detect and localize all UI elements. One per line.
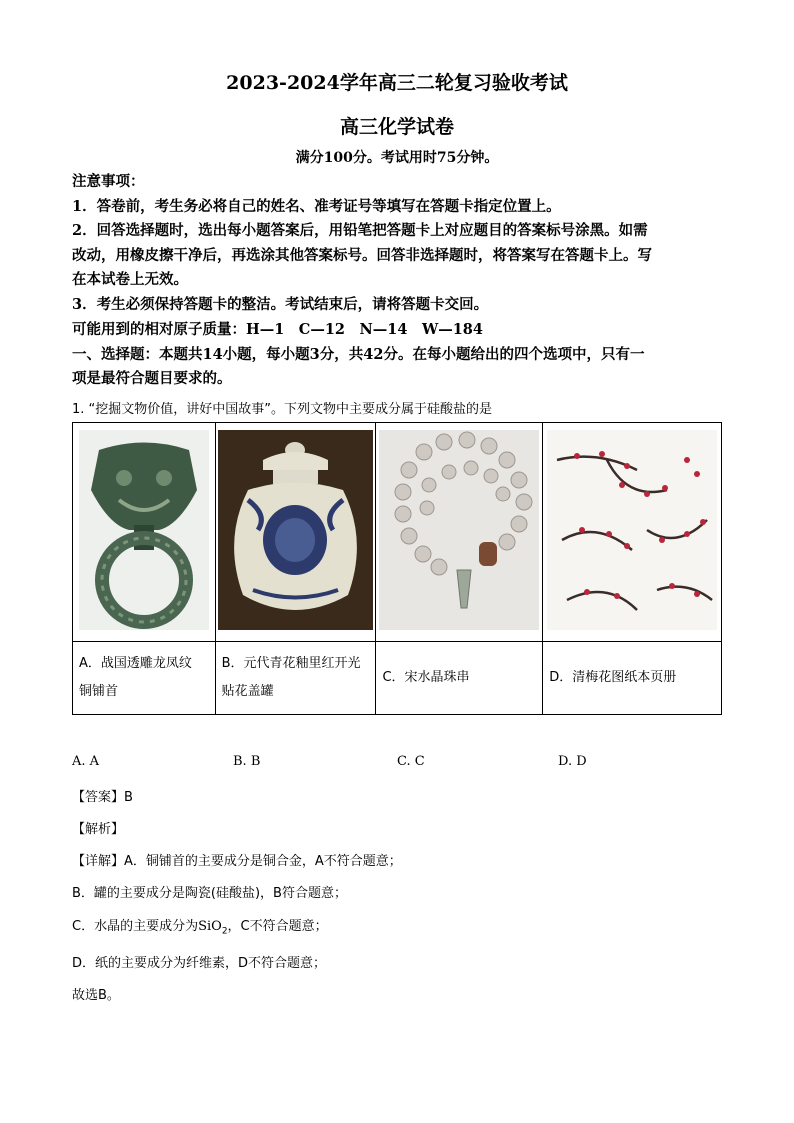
- note-item-1: 1．答卷前，考生务必将自己的姓名、准考证号等填写在答题卡指定位置上。: [72, 198, 561, 215]
- note-item-2-line-2: 改动，用橡皮擦干净后，再选涂其他答案标号。回答非选择题时，将答案写在答题卡上。写: [72, 247, 652, 264]
- option-b: B. B: [233, 754, 261, 769]
- option-a: A. A: [72, 754, 100, 769]
- answer-line: [72, 786, 133, 805]
- option-d: D. D: [558, 754, 587, 769]
- caption-d: D．清梅花图纸本页册: [543, 642, 722, 715]
- exam-info: 满分100分。考试用时75分钟。: [295, 150, 499, 166]
- answer-label: 【答案】: [72, 790, 125, 805]
- image-cell-a: [73, 423, 216, 642]
- detail-c-suffix: ，C不符合题意；: [227, 919, 328, 934]
- exam-title: 2023-2024学年高三二轮复习验收考试: [226, 72, 568, 94]
- note-item-2-line-1: 2．回答选择题时，选出每小题答案后，用铅笔把答题卡上对应题目的答案标号涂黑。如需: [72, 222, 648, 239]
- section-heading-line-1: 一、选择题：本题共14小题，每小题3分，共42分。在每小题给出的四个选项中，只有一: [72, 346, 645, 363]
- porcelain-jar-image: [218, 430, 373, 630]
- note-item-2-line-3: 在本试卷上无效。: [72, 271, 188, 288]
- image-cell-c: [376, 423, 543, 642]
- atomic-mass-line: 可能用到的相对原子质量：H—1 C—12 N—14 W—184: [72, 321, 483, 338]
- crystal-bead-necklace-image: [379, 430, 539, 630]
- detail-c-prefix: C．水晶的主要成分为: [72, 919, 199, 934]
- image-cell-b: [215, 423, 376, 642]
- detail-a: A．铜铺首的主要成分是铜合金，A不符合题意；: [124, 854, 402, 869]
- detail-c-formula: SiO: [198, 919, 222, 934]
- detail-label: 【详解】: [72, 854, 125, 869]
- conclusion: 故选B。: [72, 988, 120, 1003]
- detail-c-line: [72, 915, 328, 937]
- note-item-3: 3．考生必须保持答题卡的整洁。考试结束后，请将答题卡交回。: [72, 296, 489, 313]
- question-1-table: [72, 422, 722, 715]
- caption-a: A．战国透雕龙凤纹 铜铺首: [73, 642, 216, 715]
- exam-subtitle: 高三化学试卷: [339, 116, 454, 138]
- caption-b: B．元代青花釉里红开光 贴花盖罐: [215, 642, 376, 715]
- bronze-door-knocker-image: [79, 430, 209, 630]
- caption-c: C．宋水晶珠串: [376, 642, 543, 715]
- detail-b: B．罐的主要成分是陶瓷(硅酸盐)，B符合题意；: [72, 886, 347, 901]
- option-c: C. C: [397, 754, 425, 769]
- plum-blossom-painting-image: [547, 430, 717, 630]
- question-1-stem: 1. “挖掘文物价值，讲好中国故事”。下列文物中主要成分属于硅酸盐的是: [72, 402, 493, 417]
- section-heading-line-2: 项是最符合题目要求的。: [72, 370, 232, 387]
- notes-heading: 注意事项：: [72, 173, 145, 190]
- image-cell-d: [543, 423, 722, 642]
- analysis-label: 【解析】: [72, 822, 125, 837]
- answer-value: B: [124, 790, 133, 805]
- detail-d: D．纸的主要成分为纤维素，D不符合题意；: [72, 956, 327, 971]
- detail-a-line: [72, 850, 402, 869]
- detail-c-subscript: 2: [221, 926, 228, 937]
